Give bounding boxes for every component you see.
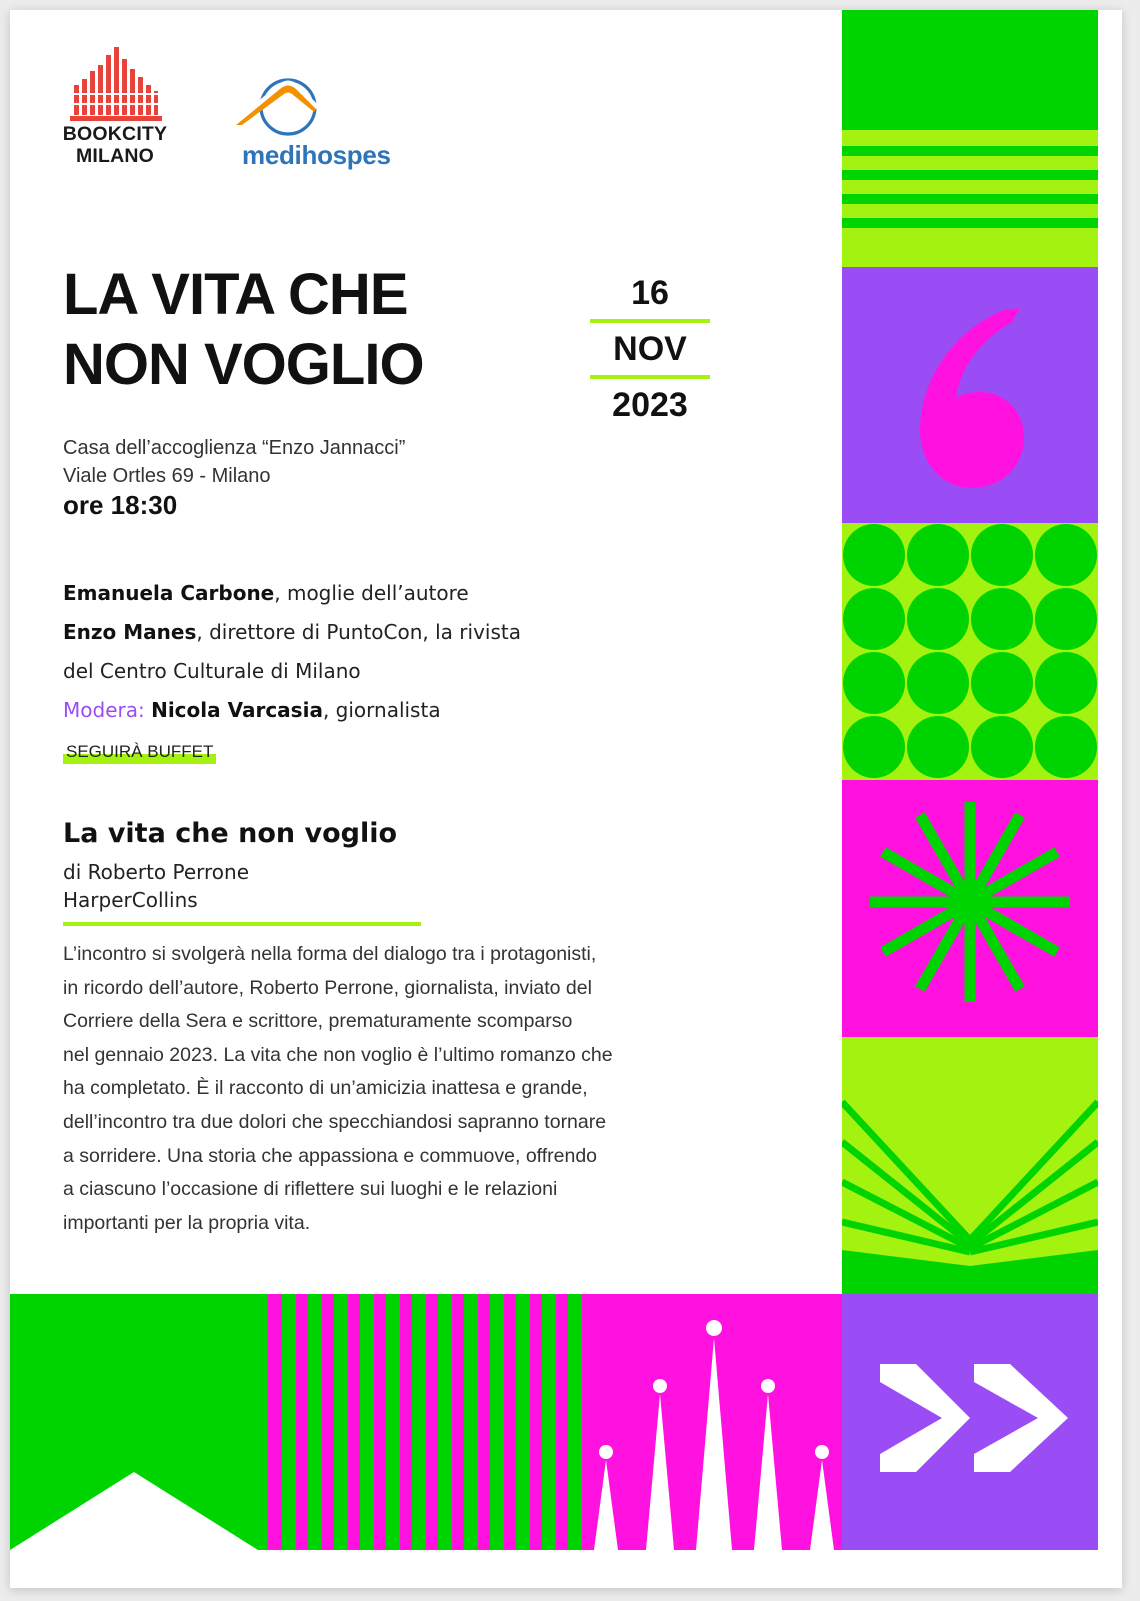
book-publisher: HarperCollins: [63, 888, 198, 912]
moderator-item: [63, 691, 521, 730]
speaker-role: , moglie dell’autore: [274, 581, 469, 605]
event-description: [63, 938, 713, 1240]
stripes-tile: [842, 10, 1098, 267]
bookcity-wordmark: [50, 123, 180, 167]
date-day: 16: [631, 274, 669, 312]
date-divider: [590, 375, 710, 379]
description-line: L’incontro si svolgerà nella forma del dialogo tra i protagonisti,: [63, 943, 597, 965]
description-line: a sorridere. Una storia che appassiona e commuove, offrendo: [63, 1144, 598, 1167]
mountain-tile: [10, 1294, 258, 1550]
dots-tile: [842, 523, 1098, 780]
event-title-line1: LA VITA CHE: [63, 262, 408, 327]
cathedral-spires-icon: [588, 1294, 842, 1550]
decorative-column: [842, 10, 1098, 1294]
description-line: nel gennaio 2023. La vita che non voglio è l’ultimo romanzo che: [63, 1043, 613, 1066]
description-line: ha completato. È il racconto di un’amicizia inattesa e grande,: [63, 1077, 588, 1100]
speaker-role-continued: del Centro Culturale di Milano: [63, 659, 361, 683]
venue-name: Casa dell’accoglienza “Enzo Jannacci”: [63, 437, 406, 459]
event-time: ore 18:30: [63, 490, 178, 520]
description-line: in ricordo dell’autore, Roberto Perrone, giornalista, inviato del: [63, 976, 592, 999]
moderator-label: Modera:: [63, 698, 145, 722]
description-line: a ciascuno l’occasione di riflettere sui luoghi e le relazioni: [63, 1178, 558, 1201]
speaker-name: Emanuela Carbone: [63, 581, 275, 605]
moderator-name: Nicola Varcasia: [151, 698, 323, 722]
description-line: Corriere della Sera e scrittore, prematuramente scomparso: [63, 1010, 573, 1033]
buffet-note: SEGUIRÀ BUFFET: [63, 742, 216, 764]
medihospes-wordmark: medihospes: [242, 140, 391, 170]
bookcity-skyline-icon: [50, 45, 180, 125]
vertical-stripes-tile: [258, 1294, 588, 1550]
moderator-role: , giornalista: [322, 698, 441, 722]
venue-address: Viale Ortles 69 - Milano: [63, 465, 271, 487]
double-chevron-right-icon: [842, 1294, 1098, 1550]
date-year: 2023: [612, 386, 688, 424]
book-title: La vita che non voglio: [63, 818, 398, 849]
open-book-icon: [842, 1037, 1098, 1294]
bookcity-line1: BOOKCITY: [62, 123, 168, 145]
book-author: di Roberto Perrone: [63, 860, 250, 884]
venue: [63, 434, 405, 490]
medihospes-logo: [230, 75, 430, 185]
bookcity-line2: MILANO: [75, 145, 155, 167]
speaker-item: [63, 574, 521, 613]
speaker-name: Enzo Manes: [63, 620, 197, 644]
decorative-strip: [10, 1294, 1098, 1550]
speaker-role: , direttore di PuntoCon, la rivista: [196, 620, 521, 644]
event-date: [590, 268, 710, 430]
date-month: NOV: [613, 330, 687, 368]
event-title-line2: NON VOGLIO: [63, 332, 424, 397]
book-divider: [63, 922, 421, 926]
speaker-item: [63, 613, 521, 652]
date-divider: [590, 319, 710, 323]
quote-mark-icon: [842, 267, 1098, 523]
starburst-icon: [842, 780, 1098, 1037]
bookcity-logo: [50, 45, 180, 180]
speakers-list: [63, 574, 521, 730]
description-line: importanti per la propria vita.: [63, 1211, 311, 1234]
event-poster: [10, 10, 1122, 1588]
medihospes-house-icon: [230, 75, 430, 145]
description-line: dell’incontro tra due dolori che specchiandosi sapranno tornare: [63, 1110, 607, 1133]
event-title: [63, 260, 603, 400]
